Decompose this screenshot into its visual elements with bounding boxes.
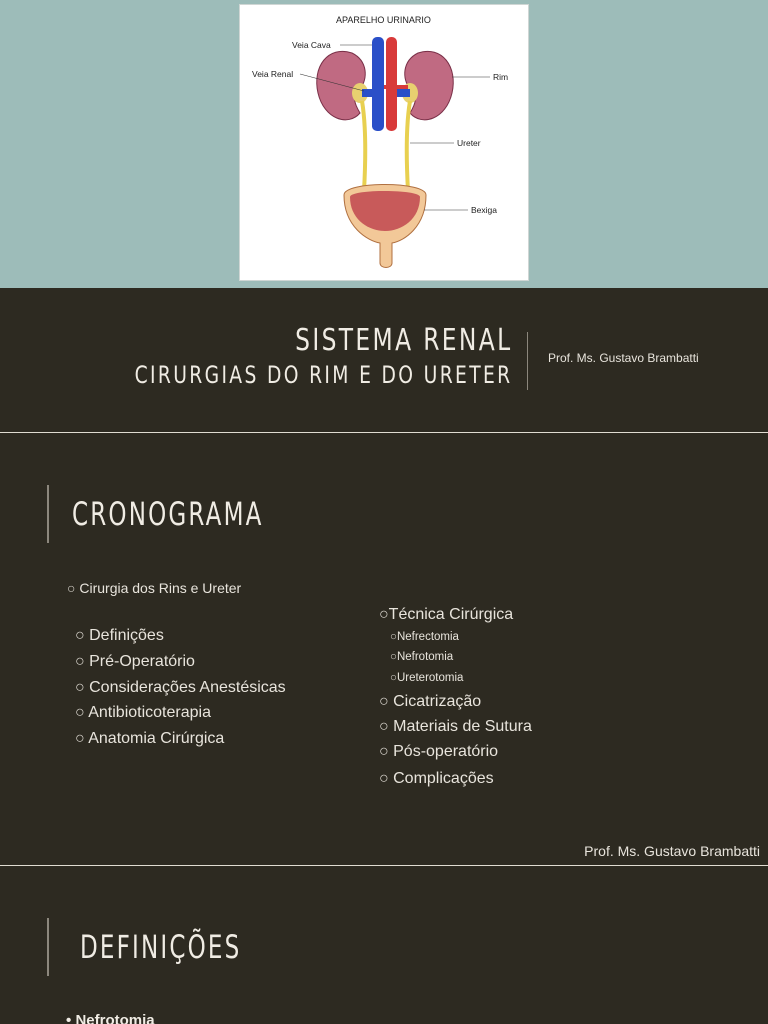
list-item-text: Antibioticoterapia bbox=[88, 704, 211, 721]
bullet: ○ bbox=[75, 730, 85, 747]
list-item-text: Cicatrização bbox=[393, 693, 482, 710]
bullet: ○ bbox=[75, 653, 85, 670]
list-item bbox=[379, 770, 494, 788]
bullet: ○ bbox=[379, 606, 389, 623]
list-item bbox=[75, 730, 224, 748]
list-item bbox=[75, 704, 211, 722]
list-item bbox=[75, 627, 164, 645]
label-rim: Rim bbox=[493, 72, 509, 82]
cronograma-slide bbox=[0, 433, 768, 865]
sub-list-item-text: Ureterotomia bbox=[396, 672, 464, 684]
bullet: ○ bbox=[379, 693, 389, 710]
left-renal-vein bbox=[362, 89, 372, 97]
sub-list-item-text: Nefrotomia bbox=[396, 651, 454, 663]
bullet: ○ bbox=[379, 718, 389, 735]
vena-cava bbox=[372, 37, 384, 131]
list-item-text: Anatomia Cirúrgica bbox=[88, 730, 225, 747]
bullet: • bbox=[66, 1012, 72, 1024]
list-item bbox=[379, 693, 481, 711]
author-name: Prof. Ms. Gustavo Brambatti bbox=[548, 351, 699, 365]
bullet: ○ bbox=[67, 580, 76, 596]
sub-list-item-text: Nefrectomia bbox=[396, 631, 459, 643]
list-item bbox=[75, 679, 286, 697]
main-title: SISTEMA RENAL bbox=[294, 323, 512, 358]
list-item-text: Considerações Anestésicas bbox=[89, 679, 286, 696]
author-name: Prof. Ms. Gustavo Brambatti bbox=[584, 843, 760, 859]
slide-heading: CRONOGRAMA bbox=[72, 495, 264, 533]
aorta bbox=[386, 37, 397, 131]
definicoes-slide bbox=[0, 866, 768, 1024]
heading-accent-bar bbox=[47, 918, 49, 976]
list-item-text: Materiais de Sutura bbox=[393, 718, 532, 735]
technique-text: Técnica Cirúrgica bbox=[388, 606, 514, 623]
sub-list-item bbox=[390, 672, 463, 684]
list-item bbox=[75, 653, 195, 671]
list-item-text: Definições bbox=[89, 627, 164, 644]
sub-list-item bbox=[390, 651, 453, 663]
title-block bbox=[28, 324, 513, 390]
bullet: ○ bbox=[75, 704, 85, 721]
bullet: ○ bbox=[379, 770, 389, 787]
intro-text: Cirurgia dos Rins e Ureter bbox=[79, 580, 242, 596]
list-item-text: Pós-operatório bbox=[393, 743, 499, 760]
bullet: ○ bbox=[390, 651, 397, 663]
title-divider bbox=[527, 332, 528, 390]
list-item-text: Pré-Operatório bbox=[89, 653, 195, 670]
figure-title: APARELHO URINARIO bbox=[336, 15, 431, 25]
bullet: ○ bbox=[75, 679, 85, 696]
list-item bbox=[66, 1012, 155, 1024]
urinary-system-illustration bbox=[240, 5, 530, 282]
bullet: ○ bbox=[390, 631, 397, 643]
title-slide bbox=[0, 0, 768, 432]
right-renal-vein bbox=[397, 89, 410, 97]
renal-artery bbox=[384, 85, 408, 89]
list-item-text: Nefrotomia bbox=[75, 1012, 155, 1024]
label-bexiga: Bexiga bbox=[471, 205, 497, 215]
bullet: ○ bbox=[390, 672, 397, 684]
list-item bbox=[379, 743, 498, 761]
right-ureter bbox=[407, 101, 410, 191]
heading-accent-bar bbox=[47, 485, 49, 543]
urinary-system-figure bbox=[239, 4, 529, 281]
list-item bbox=[379, 718, 532, 736]
subtitle: CIRURGIAS DO RIM E DO URETER bbox=[134, 361, 512, 389]
bullet: ○ bbox=[75, 627, 85, 644]
list-item-text: Complicações bbox=[393, 770, 494, 787]
label-veia-renal: Veia Renal bbox=[252, 69, 294, 79]
slide-heading: DEFINIÇÕES bbox=[80, 928, 242, 966]
label-ureter: Ureter bbox=[457, 138, 481, 148]
left-ureter bbox=[362, 101, 365, 191]
sub-list-item bbox=[390, 631, 459, 643]
technique-item bbox=[379, 606, 513, 624]
bullet: ○ bbox=[379, 743, 389, 760]
intro-item bbox=[67, 580, 241, 596]
label-veia-cava: Veia Cava bbox=[292, 40, 331, 50]
